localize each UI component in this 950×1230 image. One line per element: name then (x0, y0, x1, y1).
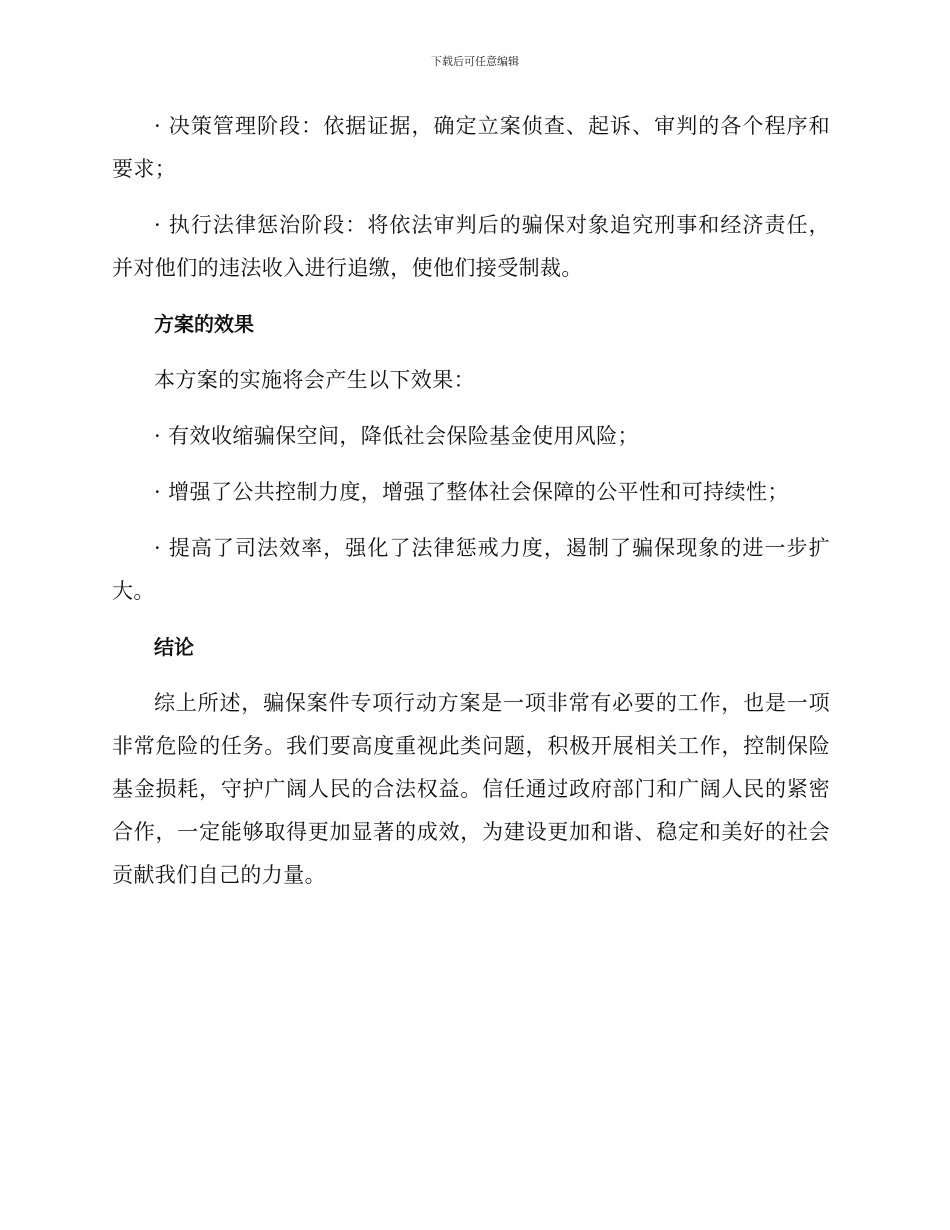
bullet-effect-2: · 增强了公共控制力度，增强了整体社会保障的公平性和可持续性； (154, 480, 789, 504)
document-body (112, 105, 830, 910)
conclusion-paragraph: 综上所述，骗保案件专项行动方案是一项非常有必要的工作，也是一项非常危险的任务。我们要高度重视此类问题，积极开展相关工作，控制保险基金损耗，守护广阔人民的合法权益。信任通过政府部门和广阔人民的紧密合作，一定能够取得更加显著的成效，为建设更加和谐、稳定和美好的社会贡献我们自己的力量。 (112, 691, 830, 887)
bullet-enforcement-stage: · 执行法律惩治阶段：将依法审判后的骗保对象追究刑事和经济责任，并对他们的违法收入进行追缴，使他们接受制裁。 (112, 213, 830, 280)
section-heading-effects: 方案的效果 (154, 312, 254, 336)
bullet-decision-stage: · 决策管理阶段：依据证据，确定立案侦查、起诉、审判的各个程序和要求； (112, 114, 830, 181)
bullet-effect-1: · 有效收缩骗保空间，降低社会保险基金使用风险； (154, 424, 639, 448)
section-heading-conclusion: 结论 (154, 635, 194, 659)
effects-intro: 本方案的实施将会产生以下效果： (154, 368, 475, 392)
page-header-note: 下载后可任意编辑 (431, 55, 519, 68)
bullet-effect-3: · 提高了司法效率，强化了法律惩戒力度，遏制了骗保现象的进一步扩大。 (112, 536, 830, 603)
